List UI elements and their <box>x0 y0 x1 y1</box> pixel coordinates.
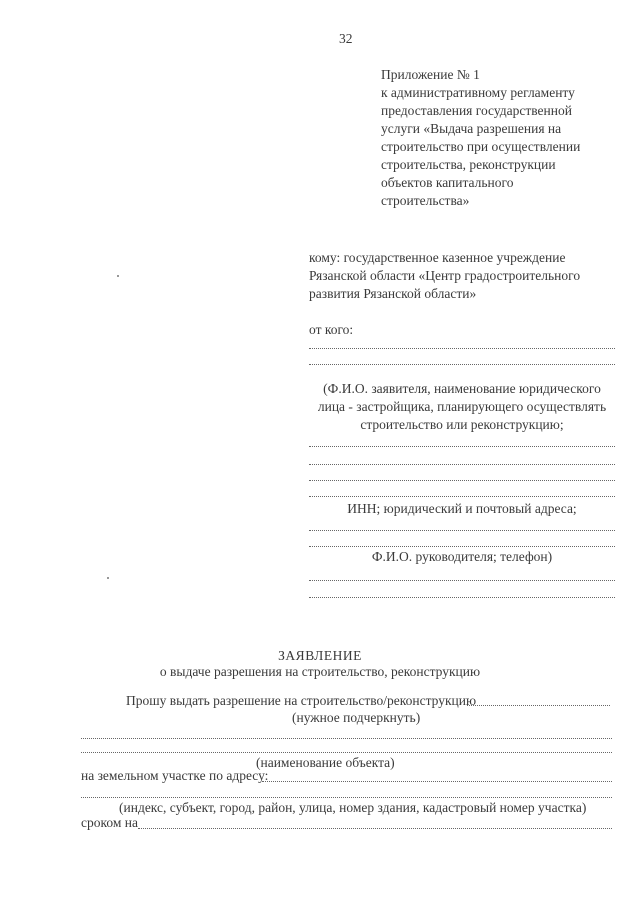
address-fill-line[interactable] <box>262 781 612 782</box>
statement-title: ЗАЯВЛЕНИЕ <box>278 648 362 663</box>
address-fill-line[interactable] <box>81 797 612 798</box>
sender-label: от кого: <box>309 322 354 337</box>
appendix-line: объектов капитального <box>381 175 514 190</box>
request-text: Прошу выдать разрешение на строительство/реконструкцию <box>126 693 477 708</box>
request-fill-line[interactable] <box>467 705 610 706</box>
appendix-line: предоставления государственной <box>381 103 572 118</box>
object-caption: (наименование объекта) <box>256 755 395 770</box>
address-caption: (индекс, субъект, город, район, улица, номер здания, кадастровый номер участка) <box>119 800 587 815</box>
request-hint: (нужное подчеркнуть) <box>292 710 421 725</box>
sender-head-caption: Ф.И.О. руководителя; телефон) <box>371 549 553 564</box>
object-fill-line[interactable] <box>81 752 612 753</box>
appendix-line: к административному регламенту <box>381 85 575 100</box>
sender-fill-line[interactable] <box>309 530 615 531</box>
sender-fill-line[interactable] <box>309 464 615 465</box>
term-label: сроком на <box>81 815 138 830</box>
page-number: 32 <box>339 31 353 46</box>
scan-speck <box>117 275 119 277</box>
sender-fill-line[interactable] <box>309 348 615 349</box>
term-fill-line[interactable] <box>138 828 612 829</box>
appendix-line: Приложение № 1 <box>381 67 480 82</box>
sender-fill-line[interactable] <box>309 580 615 581</box>
appendix-line: услуги «Выдача разрешения на <box>381 121 562 136</box>
statement-subtitle: о выдаче разрешения на строительство, реконструкцию <box>159 664 481 679</box>
sender-inn-caption: ИНН; юридический и почтовый адреса; <box>347 501 577 516</box>
recipient-line: Рязанской области «Центр градостроительного <box>309 268 581 283</box>
sender-fio-caption: лица - застройщика, планирующего осуществлять <box>317 399 607 414</box>
appendix-line: строительство при осуществлении <box>381 139 581 154</box>
sender-fio-caption: (Ф.И.О. заявителя, наименование юридического <box>323 381 601 396</box>
address-label: на земельном участке по адресу: <box>81 768 269 783</box>
scan-speck <box>107 577 109 579</box>
recipient-line: кому: государственное казенное учреждение <box>309 250 566 265</box>
sender-fill-line[interactable] <box>309 546 615 547</box>
sender-fill-line[interactable] <box>309 597 615 598</box>
sender-fio-caption: строительство или реконструкцию; <box>360 417 564 432</box>
sender-fill-line[interactable] <box>309 364 615 365</box>
sender-fill-line[interactable] <box>309 496 615 497</box>
object-fill-line[interactable] <box>81 738 612 739</box>
appendix-line: строительства» <box>381 193 470 208</box>
sender-fill-line[interactable] <box>309 446 615 447</box>
appendix-line: строительства, реконструкции <box>381 157 556 172</box>
recipient-line: развития Рязанской области» <box>309 286 477 301</box>
sender-fill-line[interactable] <box>309 480 615 481</box>
